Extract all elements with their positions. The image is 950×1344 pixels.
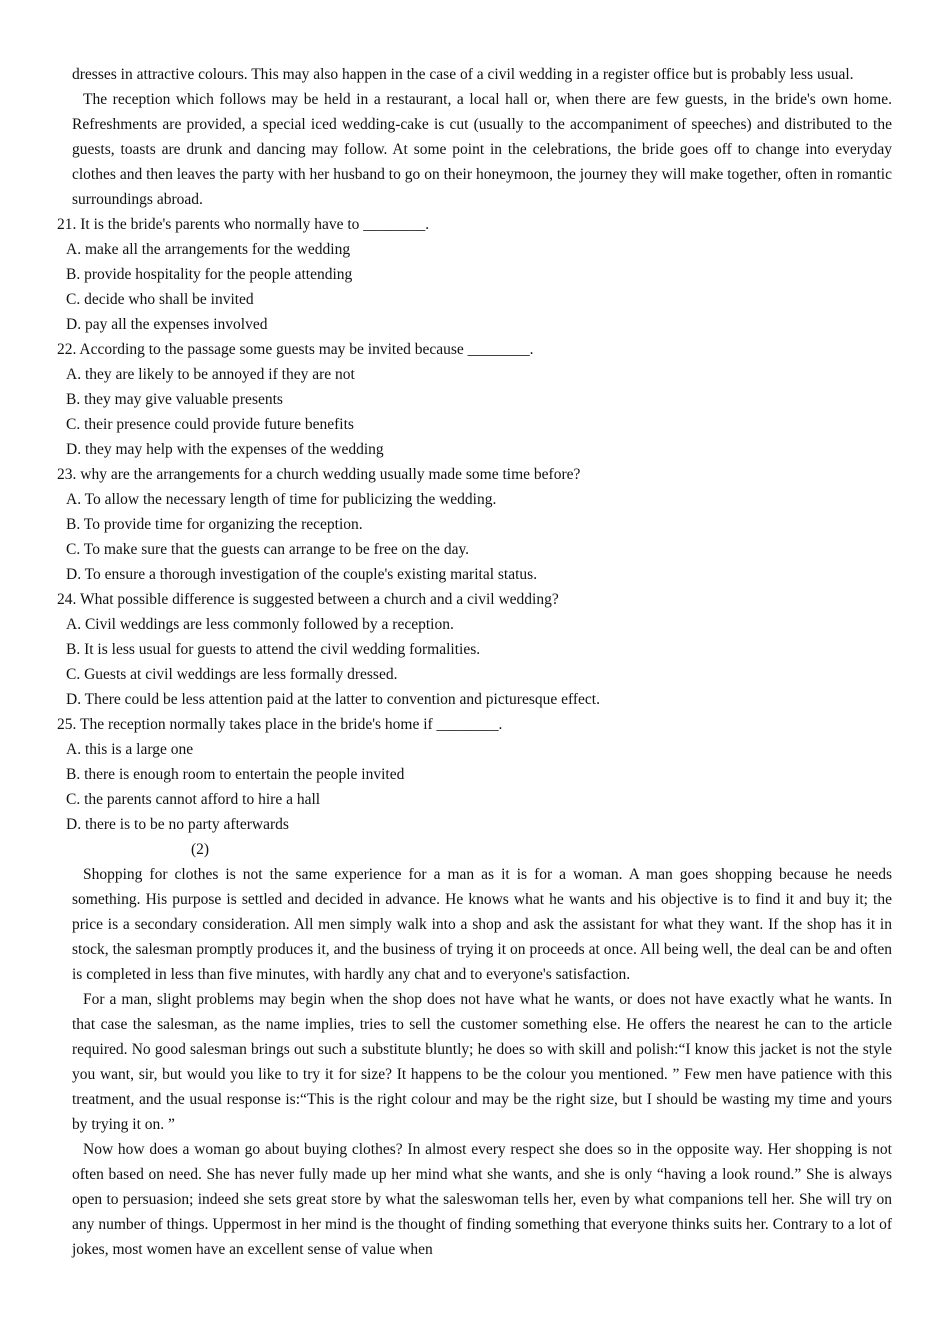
question-stem: 22. According to the passage some guests may be invited because ________. — [57, 341, 534, 358]
passage2-paragraph-2: For a man, slight problems may begin when the shop does not have what he wants, or does not have exactly what he wants. In that case the salesman, as the name implies, tries to sell the customer something else. He offers the nearest he can to the article required. No good salesman brings out such a substitute bluntly; he does so with skill and polish:“I know this jacket is not the style you want, sir, but would you like to try it for size? It happens to be the colour you mentioned. ” Few men have patience with this treatment, and the usual response is:“This is the right colour and may be the right size, but I should be wasting my time and yours by trying it on. ” — [72, 991, 892, 1133]
option-d: D. they may help with the expenses of the wedding — [66, 441, 384, 458]
section-2-label: (2) — [191, 841, 210, 858]
option-d: D. To ensure a thorough investigation of the couple's existing marital status. — [66, 566, 538, 583]
document-page — [0, 62, 950, 1262]
option-a: A. To allow the necessary length of time for publicizing the wedding. — [66, 491, 497, 508]
passage1-paragraph-2: The reception which follows may be held in a restaurant, a local hall or, when there are few guests, in the bride's own home. Refreshments are provided, a special iced wedding-cake is cut (usually to the accompaniment of speeches) and distributed to the guests, toasts are drunk and dancing may follow. At some point in the celebrations, the bride goes off to change into everyday clothes and then leaves the party with her husband to go on their honeymoon, the journey they will make together, often in romantic surroundings abroad. — [72, 91, 892, 208]
option-d: D. there is to be no party afterwards — [66, 816, 289, 833]
option-b: B. To provide time for organizing the reception. — [66, 516, 363, 533]
option-d: D. There could be less attention paid at the latter to convention and picturesque effect. — [66, 691, 600, 708]
option-c: C. Guests at civil weddings are less formally dressed. — [66, 666, 398, 683]
question-21 — [0, 212, 950, 337]
question-stem: 21. It is the bride's parents who normally have to ________. — [57, 216, 430, 233]
question-stem: 25. The reception normally takes place in the bride's home if ________. — [57, 716, 503, 733]
question-23 — [0, 462, 950, 587]
option-c: C. decide who shall be invited — [66, 291, 254, 308]
option-c: C. their presence could provide future benefits — [66, 416, 354, 433]
option-c: C. To make sure that the guests can arrange to be free on the day. — [66, 541, 470, 558]
option-a: A. make all the arrangements for the wedding — [66, 241, 351, 258]
passage2-paragraph-1: Shopping for clothes is not the same experience for a man as it is for a woman. A man goes shopping because he needs something. His purpose is settled and decided in advance. He knows what he wants and his objective is to find it and buy it; the price is a secondary consideration. All men simply walk into a shop and ask the assistant for what they want. If the shop has it in stock, the salesman promptly produces it, and the business of trying it on proceeds at once. All being well, the deal can be and often is completed in less than five minutes, with hardly any chat and to everyone's satisfaction. — [72, 866, 892, 983]
option-b: B. provide hospitality for the people attending — [66, 266, 353, 283]
question-stem: 23. why are the arrangements for a church wedding usually made some time before? — [57, 466, 581, 483]
option-a: A. Civil weddings are less commonly followed by a reception. — [66, 616, 454, 633]
passage1-paragraph-1: dresses in attractive colours. This may also happen in the case of a civil wedding in a register office but is probably less usual. — [72, 66, 854, 83]
option-c: C. the parents cannot afford to hire a hall — [66, 791, 321, 808]
question-22 — [0, 337, 950, 462]
option-b: B. they may give valuable presents — [66, 391, 283, 408]
option-d: D. pay all the expenses involved — [66, 316, 268, 333]
option-b: B. It is less usual for guests to attend the civil wedding formalities. — [66, 641, 481, 658]
question-stem: 24. What possible difference is suggested between a church and a civil wedding? — [57, 591, 559, 608]
option-a: A. this is a large one — [66, 741, 194, 758]
question-25 — [0, 712, 950, 837]
question-24 — [0, 587, 950, 712]
passage2-paragraph-3: Now how does a woman go about buying clothes? In almost every respect she does so in the opposite way. Her shopping is not often based on need. She has never fully made up her mind what she wants, and she is only “having a look round.” She is always open to persuasion; indeed she sets great store by what the saleswoman tells her, even by what companions tell her. She will try on any number of things. Uppermost in her mind is the thought of finding something that everyone thinks suits her. Contrary to a lot of jokes, most women have an excellent sense of value when — [72, 1141, 892, 1258]
option-b: B. there is enough room to entertain the people invited — [66, 766, 405, 783]
option-a: A. they are likely to be annoyed if they are not — [66, 366, 355, 383]
